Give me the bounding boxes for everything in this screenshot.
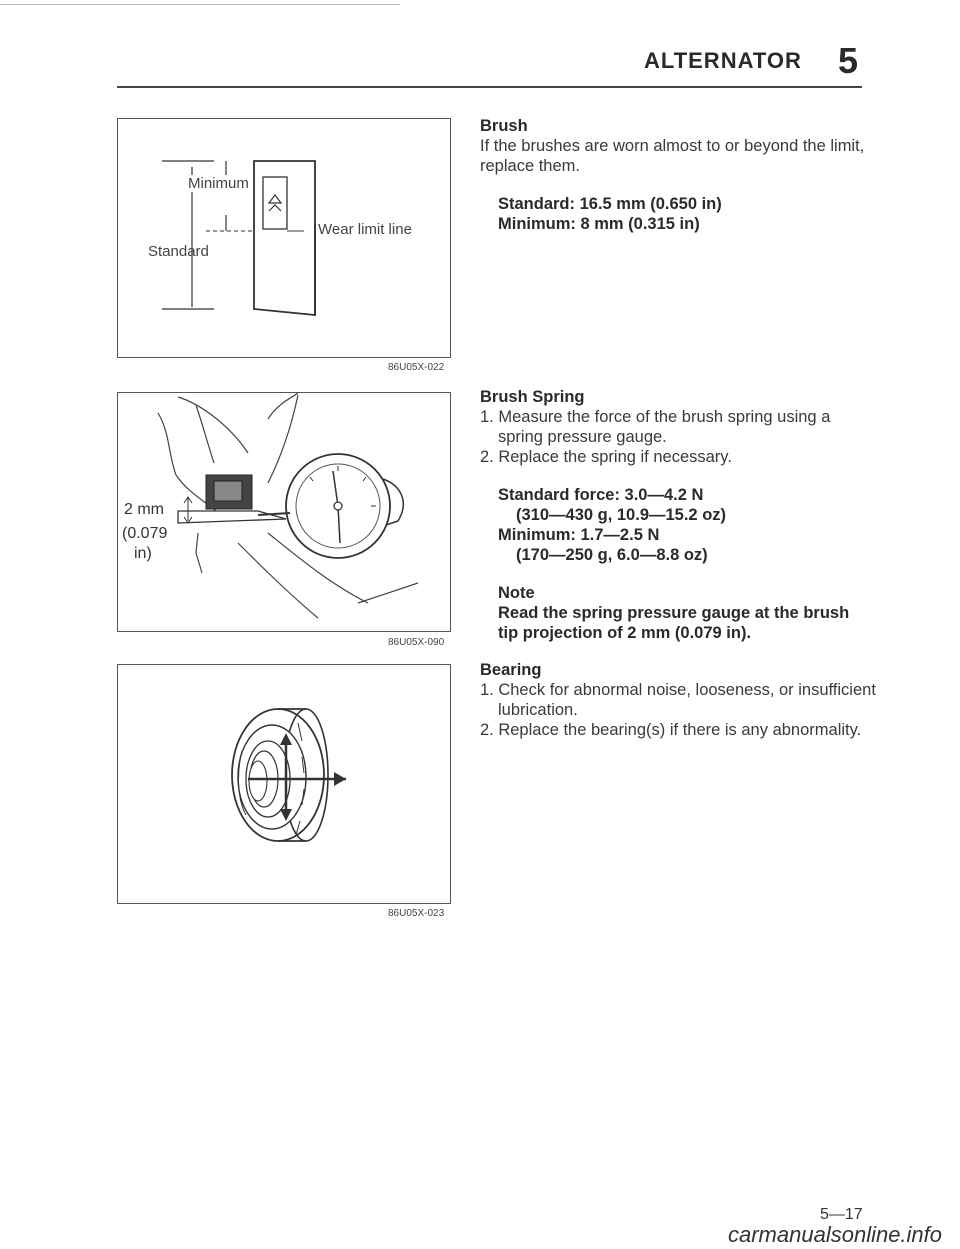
brush-wear-diagram (118, 119, 450, 357)
label-dimension-mm: 2 mm (124, 501, 164, 518)
heading-brush-spring: Brush Spring (480, 388, 585, 406)
heading-bearing: Bearing (480, 661, 542, 679)
label-dimension-in-2: in) (134, 545, 152, 562)
figure-code: 86U05X-023 (388, 908, 445, 919)
heading-brush: Brush (480, 117, 528, 135)
section-bearing (480, 660, 880, 740)
figure-brush-wear (117, 118, 451, 358)
brush-spring-step-2: 2. Replace the spring if necessary. (480, 448, 732, 466)
brush-spec-minimum: Minimum: 8 mm (0.315 in) (498, 215, 700, 233)
label-standard: Standard (148, 243, 209, 260)
section-title: ALTERNATOR (644, 48, 802, 73)
section-brush-spring (480, 387, 880, 643)
bearing-step-1-cont: lubrication. (498, 701, 578, 719)
label-minimum: Minimum (188, 175, 249, 192)
spring-gauge-diagram (118, 393, 450, 631)
spec-minimum-force-cont: (170—250 g, 6.0—8.8 oz) (516, 546, 708, 564)
spec-standard-force-cont: (310—430 g, 10.9—15.2 oz) (516, 506, 727, 524)
bearing-step-2: 2. Replace the bearing(s) if there is any abnormality. (480, 721, 862, 739)
note-line-2: tip projection of 2 mm (0.079 in). (498, 624, 752, 642)
figure-bearing (117, 664, 451, 904)
spec-standard-force: Standard force: 3.0—4.2 N (498, 486, 704, 504)
brush-text-line-2: replace them. (480, 157, 580, 175)
note-heading: Note (498, 584, 535, 602)
note-line-1: Read the spring pressure gauge at the brush (498, 604, 850, 622)
spec-minimum-force: Minimum: 1.7—2.5 N (498, 526, 660, 544)
chapter-number: 5 (838, 40, 859, 81)
page-number: 5—17 (820, 1206, 863, 1223)
section-brush (480, 116, 880, 234)
figure-code: 86U05X-022 (388, 362, 445, 373)
watermark: carmanualsonline.info (728, 1222, 943, 1247)
brush-spring-step-1-cont: spring pressure gauge. (498, 428, 667, 446)
figure-spring-gauge (117, 392, 451, 632)
top-edge-rule (0, 4, 400, 5)
brush-spring-step-1: 1. Measure the force of the brush spring using a (480, 408, 831, 426)
bearing-step-1: 1. Check for abnormal noise, looseness, or insufficient (480, 681, 876, 699)
figure-code: 86U05X-090 (388, 637, 445, 648)
header-rule (117, 86, 862, 88)
label-dimension-in-1: (0.079 (122, 525, 168, 542)
label-wear-limit-line: Wear limit line (318, 221, 412, 238)
bearing-diagram (118, 665, 450, 903)
brush-text-line-1: If the brushes are worn almost to or beyond the limit, (480, 137, 865, 155)
brush-spec-standard: Standard: 16.5 mm (0.650 in) (498, 195, 722, 213)
